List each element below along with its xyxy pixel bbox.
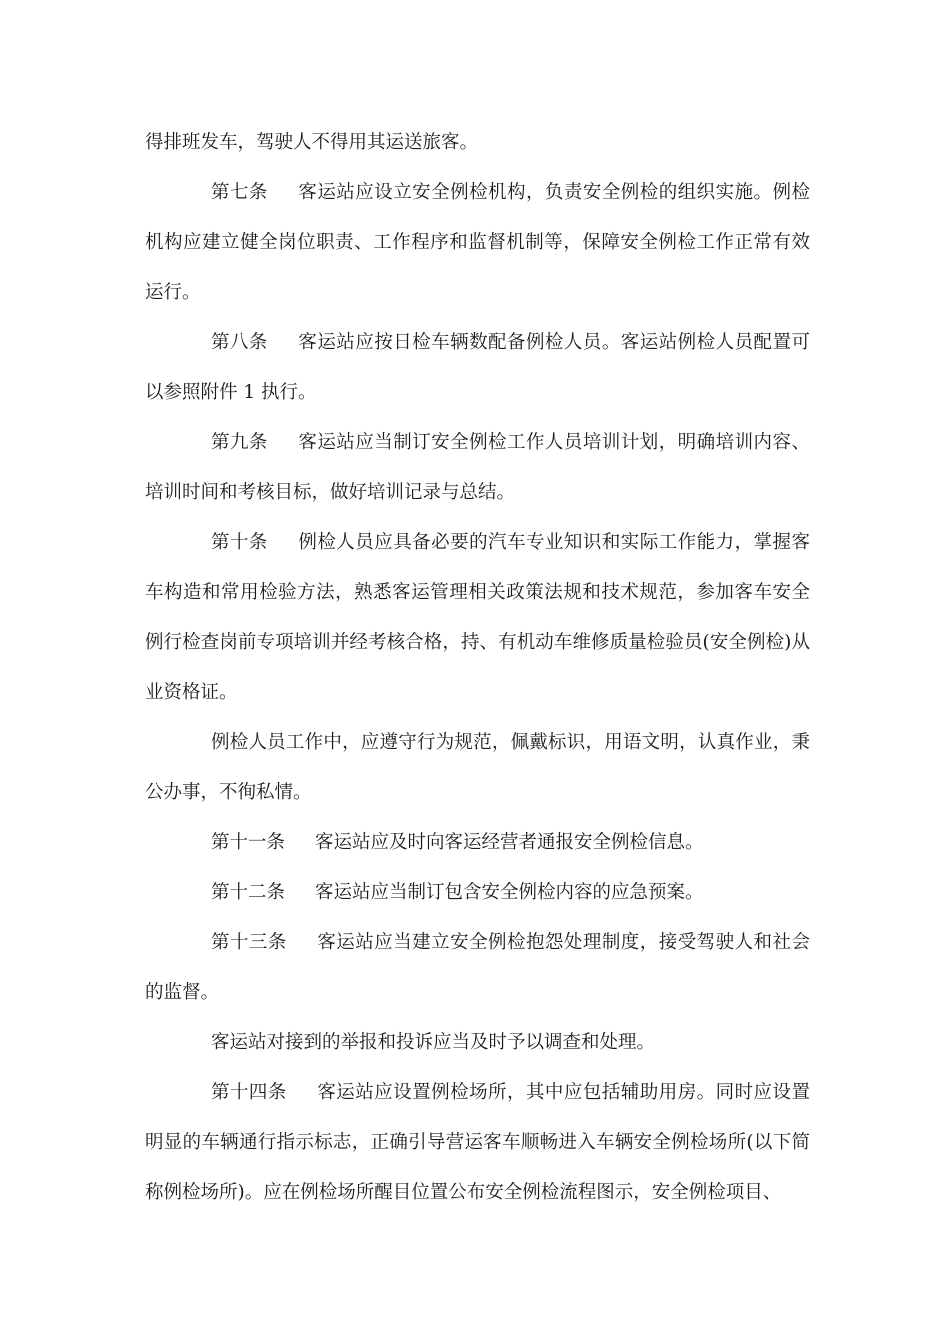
paragraph-text: 客运站应当制订包含安全例检内容的应急预案。 [315,882,704,903]
article-10-continued [145,718,810,818]
article-number: 第九条 [211,432,268,453]
article-number: 第十二条 [211,882,286,903]
paragraph-text: 客运站应当制订安全例检工作人员培训计划，明确培训内容、培训时间和考核目标，做好培训记录与总结。 [145,432,810,503]
article-number: 第十一条 [211,832,286,853]
article-number: 第七条 [211,182,268,203]
document-body [145,118,810,1218]
article-11 [145,818,810,868]
article-10 [145,518,810,718]
paragraph-text: 客运站应及时向客运经营者通报安全例检信息。 [315,832,704,853]
article-number: 第十三条 [211,932,287,953]
article-8 [145,318,810,418]
article-number: 第八条 [211,332,268,353]
paragraph-text: 客运站应设立安全例检机构，负责安全例检的组织实施。例检机构应建立健全岗位职责、工作程序和监督机制等，保障安全例检工作正常有效运行。 [145,182,810,303]
paragraph-text: 例检人员应具备必要的汽车专业知识和实际工作能力，掌握客车构造和常用检验方法，熟悉客运管理相关政策法规和技术规范，参加客车安全例行检查岗前专项培训并经考核合格，持、有机动车维修质量检验员(安全例检)从业资格证。 [145,532,810,703]
article-9 [145,418,810,518]
paragraph-text: 客运站应按日检车辆数配备例检人员。客运站例检人员配置可以参照附件 1 执行。 [145,332,810,403]
paragraph-text: 客运站应设置例检场所，其中应包括辅助用房。同时应设置明显的车辆通行指示标志，正确引导营运客车顺畅进入车辆安全例检场所(以下简称例检场所)。应在例检场所醒目位置公布安全例检流程图示，安全例检项目、 [145,1082,810,1203]
article-12 [145,868,810,918]
article-14 [145,1068,810,1218]
article-13-continued [145,1018,810,1068]
paragraph-text: 得排班发车，驾驶人不得用其运送旅客。 [145,132,479,153]
paragraph-text: 例检人员工作中，应遵守行为规范，佩戴标识，用语文明，认真作业，秉公办事，不徇私情。 [145,732,810,803]
paragraph-text: 客运站对接到的举报和投诉应当及时予以调查和处理。 [211,1032,656,1053]
article-number: 第十条 [211,532,268,553]
article-13 [145,918,810,1018]
article-7 [145,168,810,318]
article-number: 第十四条 [211,1082,287,1103]
paragraph-continued [145,118,810,168]
paragraph-text: 客运站应当建立安全例检抱怨处理制度，接受驾驶人和社会的监督。 [145,932,810,1003]
